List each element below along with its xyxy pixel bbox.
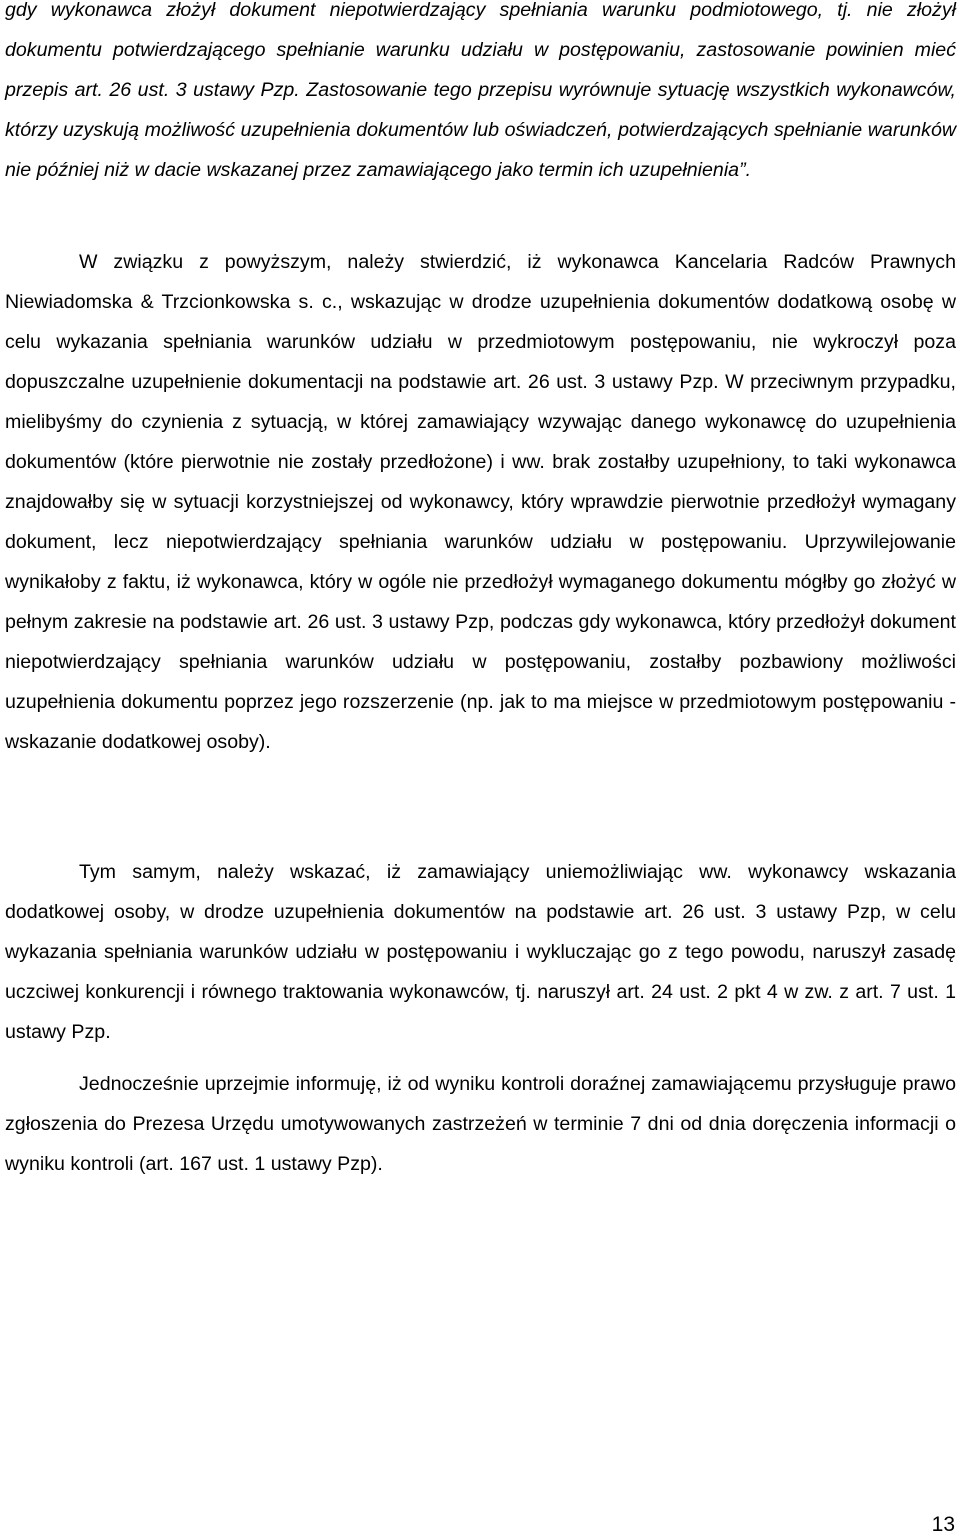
paragraph-violation: Tym samym, należy wskazać, iż zamawiający uniemożliwiając ww. wykonawcy wskazania dodatkowej osoby, w drodze uzupełnienia dokumentów na podstawie art. 26 ust. 3 ustawy Pzp, w celu wykazania spełniania warunków udziału w postępowaniu i wykluczając go z tego powodu, naruszył zasadę uczciwej konkurencji i równego traktowania wykonawców, tj. naruszył art. 24 ust. 2 pkt 4 w zw. z art. 7 ust. 1 ustawy Pzp.	[5, 861, 956, 1043]
page-number: 13	[931, 1513, 955, 1536]
paragraph-conclusion: W związku z powyższym, należy stwierdzić, iż wykonawca Kancelaria Radców Prawnych Niewiadomska & Trzcionkowska s. c., wskazując w drodze uzupełnienia dokumentów dodatkową osobę w celu wykazania spełniania warunków udziału w przedmiotowym postępowaniu, nie wykroczył poza dopuszczalne uzupełnienie dokumentacji na podstawie art. 26 ust. 3 ustawy Pzp. W przeciwnym przypadku, mielibyśmy do czynienia z sytuacją, w której zamawiający wzywając danego wykonawcę do uzupełnienia dokumentów (które pierwotnie nie zostały przedłożone) i ww. brak zostałby uzupełniony, to taki wykonawca znajdowałby się w sytuacji korzystniejszej od wykonawcy, który wprawdzie pierwotnie przedłożył wymagany dokument, lecz niepotwierdzający spełniania warunków udziału w postępowaniu. Uprzywilejowanie wynikałoby z faktu, iż wykonawca, który w ogóle nie przedłożył wymaganego dokumentu mógłby go złożyć w pełnym zakresie na podstawie art. 26 ust. 3 ustawy Pzp, podczas gdy wykonawca, który przedłożył dokument niepotwierdzający spełniania warunków udziału w postępowaniu, zostałby pozbawiony możliwości uzupełnienia dokumentu poprzez jego rozszerzenie (np. jak to ma miejsce w przedmiotowym postępowaniu - wskazanie dodatkowej osoby).	[5, 251, 956, 753]
paragraph-quote-continuation	[5, 0, 956, 190]
quote-text: gdy wykonawca złożył dokument niepotwierdzający spełniania warunku podmiotowego, tj. nie złożył dokumentu potwierdzającego spełnianie warunku udziału w postępowaniu, zastosowanie powinien mieć przepis art. 26 ust. 3 ustawy Pzp. Zastosowanie tego przepisu wyrównuje sytuację wszystkich wykonawców, którzy uzyskują możliwość uzupełnienia dokumentów lub oświadczeń, potwierdzających spełnianie warunków nie później niż w dacie wskazanej przez zamawiającego jako termin ich uzupełnienia”.	[5, 0, 956, 181]
paragraph-appeal-info: Jednocześnie uprzejmie informuję, iż od wyniku kontroli doraźnej zamawiającemu przysługuje prawo zgłoszenia do Prezesa Urzędu umotywowanych zastrzeżeń w terminie 7 dni od dnia doręczenia informacji o wyniku kontroli (art. 167 ust. 1 ustawy Pzp).	[5, 1073, 956, 1175]
